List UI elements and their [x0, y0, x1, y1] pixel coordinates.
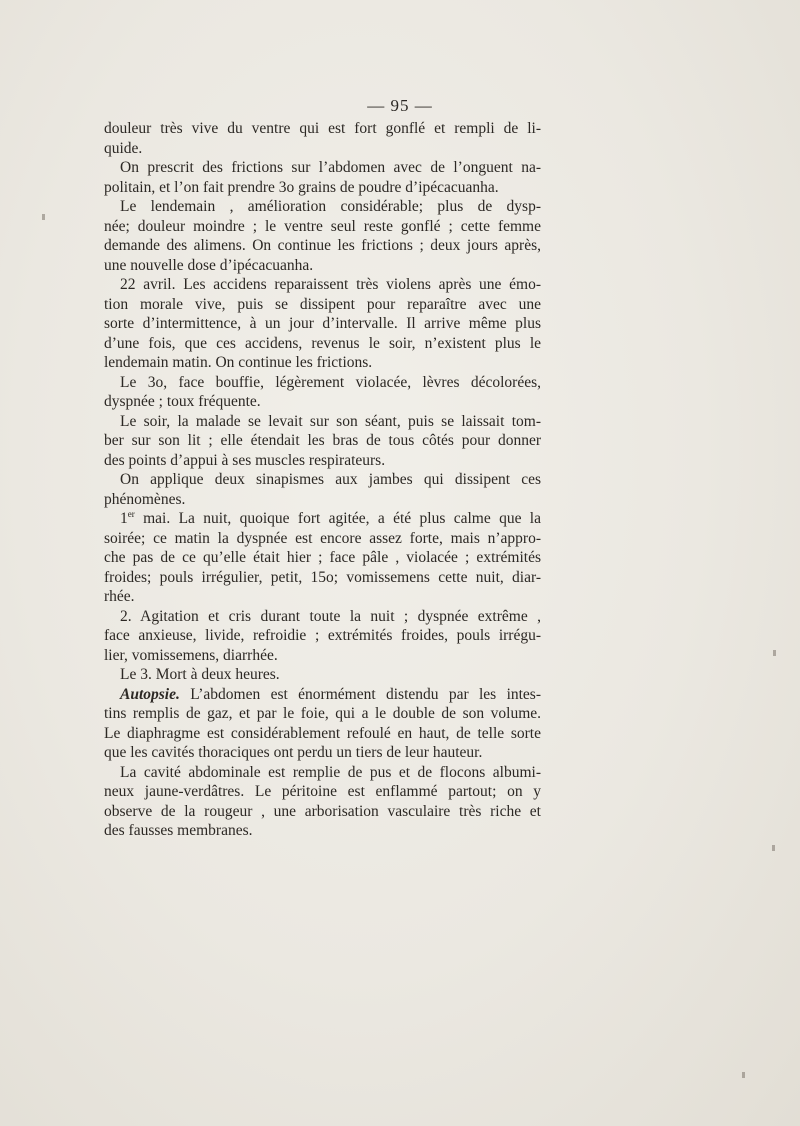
- text-line: observe de la rougeur , une arborisation vasculaire très riche et: [104, 802, 541, 820]
- text-line: soirée; ce matin la dyspnée est encore assez forte, mais n’appro-: [104, 529, 541, 547]
- text-line: neux jaune-verdâtres. Le péritoine est enflammé partout; on y: [104, 783, 541, 800]
- text-line: Le 3. Mort à deux heures.: [120, 666, 280, 683]
- text-line: 2. Agitation et cris durant toute la nuit ; dyspnée extrême ,: [120, 607, 541, 625]
- text-line: che pas de ce qu’elle était hier ; face pâle , violacée ; extrémités: [104, 549, 541, 566]
- text-line: politain, et l’on fait prendre 3o grains de poudre d’ipécacuanha.: [104, 178, 499, 196]
- paper-speck: [772, 845, 775, 851]
- text-line: On prescrit des frictions sur l’abdomen avec de l’onguent na-: [120, 159, 541, 176]
- text-line: née; douleur moindre ; le ventre seul reste gonflé ; cette femme: [104, 217, 541, 235]
- text-line: sorte d’intermittence, à un jour d’intervalle. Il arrive même plus: [104, 315, 541, 332]
- text-line: 22 avril. Les accidens reparaissent très violens après une émo-: [120, 276, 541, 293]
- text-line: tion morale vive, puis se dissipent pour reparaître avec une: [104, 295, 541, 313]
- text-line: que les cavités thoraciques ont perdu un tiers de leur hauteur.: [104, 744, 483, 761]
- text-line: douleur très vive du ventre qui est fort gonflé et rempli de li-: [104, 120, 541, 137]
- text-line: On applique deux sinapismes aux jambes qui dissipent ces: [120, 471, 541, 488]
- text-line: Le diaphragme est considérablement refoulé en haut, de telle sorte: [104, 724, 541, 742]
- text-line: Autopsie. L’abdomen est énormément distendu par les intes-: [120, 685, 542, 703]
- text-line: dyspnée ; toux fréquente.: [104, 393, 261, 410]
- paper-speck: [42, 214, 45, 220]
- section-lead: Autopsie.: [120, 685, 191, 703]
- paper-speck: [773, 650, 776, 656]
- text-line: rhée.: [104, 588, 135, 605]
- text-line: ber sur son lit ; elle étendait les bras de tous côtés pour donner: [104, 432, 541, 449]
- text-line: froides; pouls irrégulier, petit, 15o; vomissemens cette nuit, diar-: [104, 568, 541, 586]
- text-line: face anxieuse, livide, refroidie ; extrémités froides, pouls irrégu-: [104, 627, 541, 644]
- text-line: des fausses membranes.: [104, 822, 253, 839]
- text-line: phénomènes.: [104, 490, 186, 508]
- text-line: demande des alimens. On continue les frictions ; deux jours après,: [104, 237, 541, 254]
- text-line: d’une fois, que ces accidens, revenus le soir, n’existent plus le: [104, 334, 541, 352]
- text-line: quide.: [104, 139, 143, 157]
- paper-speck: [742, 1072, 745, 1078]
- text-line: Le 3o, face bouffie, légèrement violacée, lèvres décolorées,: [120, 373, 541, 391]
- text-line: Le lendemain , amélioration considérable; plus de dysp-: [120, 198, 541, 215]
- text-line: 1er mai. La nuit, quoique fort agitée, a été plus calme que la: [120, 509, 541, 527]
- body-text: [104, 119, 541, 841]
- text-line: tins remplis de gaz, et par le foie, qui a le double de son volume.: [104, 705, 541, 722]
- text-line: La cavité abdominale est remplie de pus et de flocons albumi-: [120, 763, 541, 781]
- text-line: lier, vomissemens, diarrhée.: [104, 646, 278, 664]
- text-line: lendemain matin. On continue les frictions.: [104, 354, 373, 371]
- text-line: Le soir, la malade se levait sur son séant, puis se laissait tom-: [120, 412, 541, 430]
- text-line: une nouvelle dose d’ipécacuanha.: [104, 256, 314, 274]
- text-line: des points d’appui à ses muscles respirateurs.: [104, 451, 386, 469]
- page-number: — 95 —: [367, 96, 433, 115]
